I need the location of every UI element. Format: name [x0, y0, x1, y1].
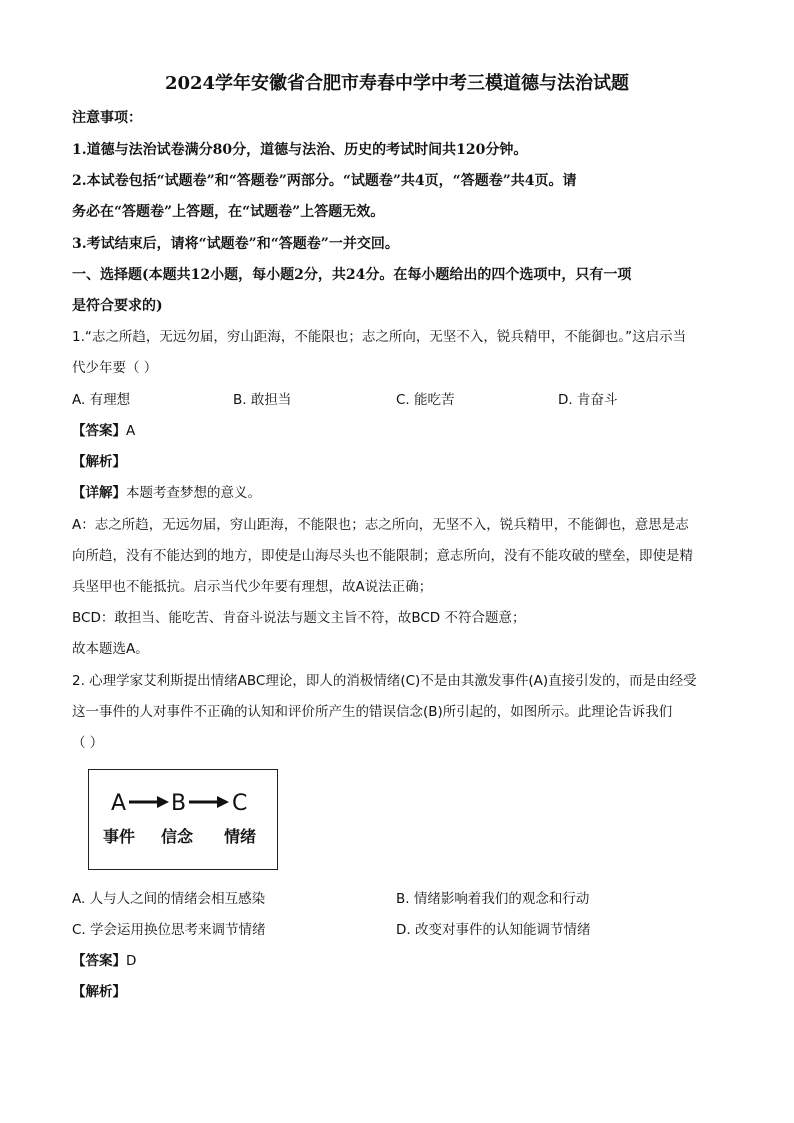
q2-answer-value: D: [126, 953, 137, 969]
section-heading-line-2: 是符合要求的): [72, 298, 163, 314]
notes-heading: 注意事项：: [72, 110, 142, 126]
abc-diagram: [89, 770, 279, 871]
notes-item-1: 1.道德与法治试卷满分80分，道德与法治、历史的考试时间共120分钟。: [72, 142, 528, 158]
q1-detail-tag: 【详解】: [72, 485, 126, 501]
figure-word-belief: 信念: [161, 827, 194, 846]
notes-item-3: 3.考试结束后，请将“试题卷”和“答题卷”一并交回。: [72, 236, 399, 252]
q1-explain-line-1: A：志之所趋，无远勿届，穷山距海，不能限也；志之所向，无坚不入，锐兵精甲，不能御也，意思是志: [72, 517, 689, 533]
q2-stem-line-2: 这一事件的人对事件不正确的认知和评价所产生的错误信念(B)所引起的，如图所示。此理论告诉我们: [72, 704, 673, 720]
q2-stem-line-1: 2. 心理学家艾利斯提出情绪ABC理论，即人的消极情绪(C)不是由其激发事件(A)直接引发的，而是由经受: [72, 673, 697, 689]
notes-item-2-line-2: 务必在“答题卷”上答题，在“试题卷”上答题无效。: [72, 204, 385, 220]
q1-answer-tag: 【答案】: [72, 423, 126, 439]
q2-answer-tag: 【答案】: [72, 953, 126, 969]
q1-option-d: D. 肯奋斗: [558, 392, 618, 408]
q1-option-a: A. 有理想: [72, 392, 131, 408]
q1-stem-line-2: 代少年要（ ）: [72, 360, 158, 376]
figure-word-emotion: 情绪: [224, 827, 257, 846]
q1-explain-line-2: 向所趋，没有不能达到的地方，即使是山海尽头也不能限制；意志所向，没有不能攻破的壁垒，即使是精: [72, 548, 693, 564]
q2-stem-line-3: （ ）: [72, 735, 104, 751]
q1-option-b: B. 敢担当: [233, 392, 292, 408]
q2-option-b: B. 情绪影响着我们的观念和行动: [396, 891, 590, 907]
figure-word-event: 事件: [103, 827, 136, 846]
q2-option-a: A. 人与人之间的情绪会相互感染: [72, 891, 266, 907]
q1-answer-value: A: [126, 423, 136, 439]
notes-item-2-line-1: 2.本试卷包括“试题卷”和“答题卷”两部分。“试题卷”共4页，“答题卷”共4页。请: [72, 173, 577, 189]
q1-detail-row: [72, 483, 261, 503]
abc-theory-figure: [88, 769, 278, 870]
q2-option-c: C. 学会运用换位思考来调节情绪: [72, 922, 266, 938]
q2-analysis-row: [72, 982, 126, 1002]
arrow-a-to-b-icon: [129, 796, 169, 808]
q1-answer-row: [72, 421, 135, 441]
q1-option-c: C. 能吃苦: [396, 392, 455, 408]
figure-letter-a: A: [111, 791, 127, 816]
q2-option-d: D. 改变对事件的认知能调节情绪: [396, 922, 591, 938]
q1-explain-line-4: BCD：敢担当、能吃苦、肯奋斗说法与题文主旨不符，故BCD 不符合题意；: [72, 610, 526, 626]
q1-conclusion: 故本题选A。: [72, 641, 149, 657]
figure-letter-c: C: [232, 791, 248, 816]
q1-explain-line-3: 兵坚甲也不能抵抗。启示当代少年要有理想，故A说法正确；: [72, 579, 433, 595]
page-title: 2024学年安徽省合肥市寿春中学中考三模道德与法治试题: [164, 73, 630, 94]
figure-letter-b: B: [171, 791, 187, 816]
q1-stem-line-1: 1.“志之所趋，无远勿届，穷山距海，不能限也；志之所向，无坚不入，锐兵精甲，不能御也。”这启示当: [72, 329, 687, 345]
q2-answer-row: [72, 951, 136, 971]
q2-analysis-tag: 【解析】: [72, 984, 126, 1000]
section-heading-line-1: 一、选择题(本题共12小题，每小题2分，共24分。在每小题给出的四个选项中，只有一项: [72, 267, 632, 283]
arrow-b-to-c-icon: [189, 796, 229, 808]
q1-analysis-tag: 【解析】: [72, 454, 126, 470]
q1-detail-text: 本题考查梦想的意义。: [126, 485, 261, 501]
q1-analysis-row: [72, 452, 126, 472]
